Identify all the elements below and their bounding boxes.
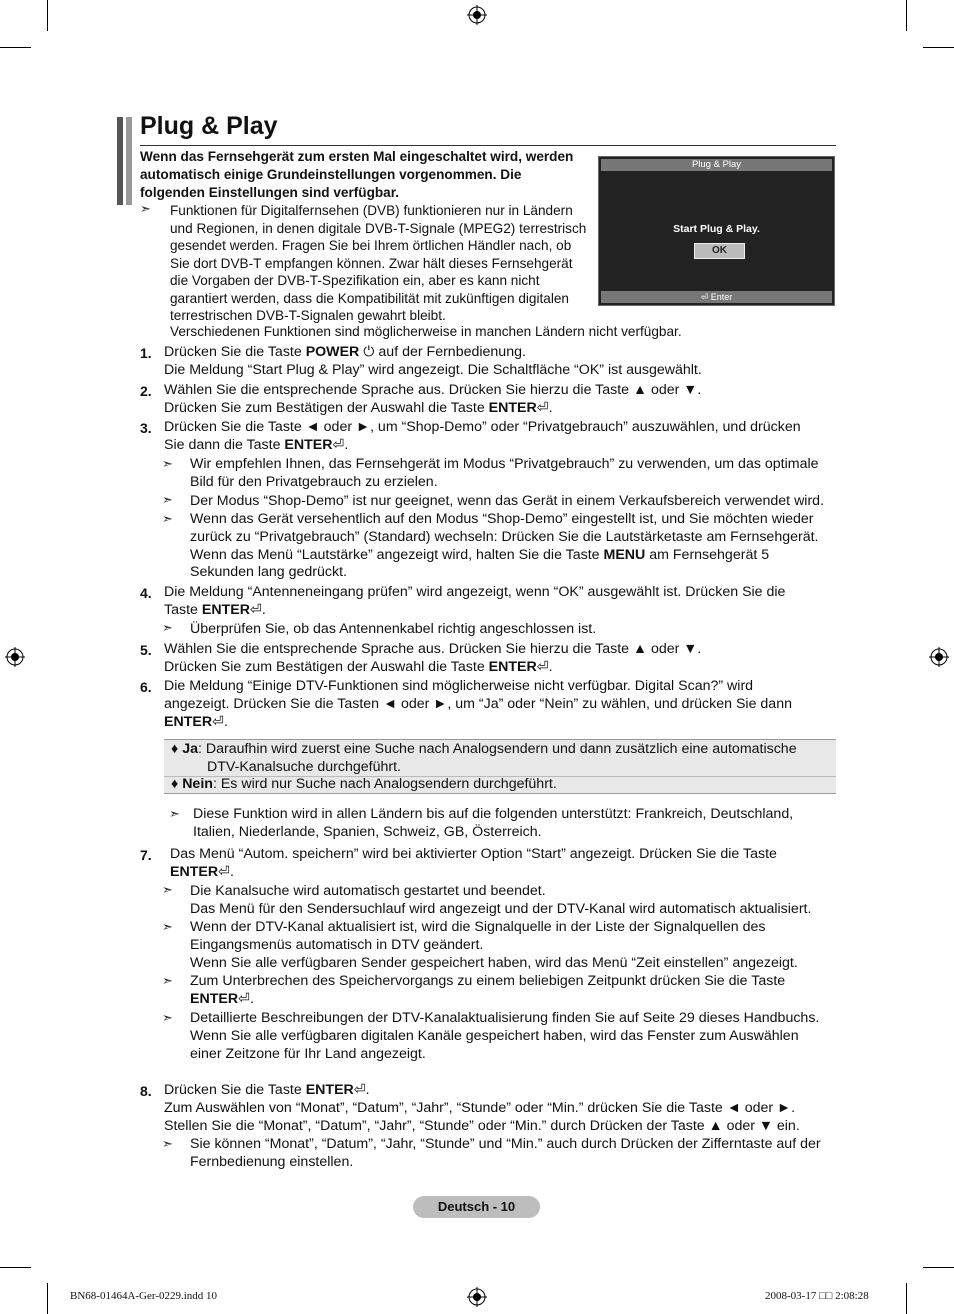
option-label: Nein [182,776,213,792]
step-number: 8. [140,1083,152,1099]
text: Taste [164,601,202,618]
tv-footer-label: Enter [710,292,733,302]
text: am Fernsehgerät 5 Sekunden lang gedrückt. [190,546,770,581]
text: DTV-Kanalsuche durchgeführt. [207,758,402,775]
crop-mark [47,1283,48,1314]
option-ja [171,741,831,777]
key-label: ENTER [190,990,239,1007]
step-7-note-3 [190,973,830,1009]
step-number: 3. [140,420,152,436]
enter-icon: ⏎ [536,658,549,675]
crop-mark [923,47,954,48]
step-7 [170,846,840,882]
step-8-note: Sie können “Monat”, “Datum”, “Jahr, “Stunde” und “Min.” auch durch Drücken der Zifferntaste auf der Fernbedienung einstellen. [190,1136,821,1170]
title-accent-bar [117,117,123,205]
key-label: ENTER [164,713,213,730]
step-number: 6. [140,679,152,695]
step-5 [164,641,844,677]
step-number: 5. [140,642,152,658]
text: Das Menü für den Sendersuchlauf wird angezeigt und der DTV-Kanal wird automatisch aktualisiert. [190,900,812,917]
title-accent-bar [126,117,132,205]
text: Drücken Sie die Taste ◄ oder ►, um “Shop-Demo” oder “Privatgebrauch” auszuwählen, und drücken [164,419,801,435]
text: Wählen Sie die entsprechende Sprache aus. Drücken Sie hierzu die Taste ▲ oder ▼. [164,382,702,398]
text: Die Meldung “Antenneneingang prüfen” wird angezeigt, wenn “OK” ausgewählt ist. Drücken Sie die [164,584,786,600]
file-slug: BN68-01464A-Ger-0229.indd 10 [70,1290,218,1302]
step-8 [164,1082,844,1135]
note-arrow-icon: ➣ [162,882,173,897]
bullet-icon: ♦ [171,776,183,792]
enter-icon: ⏎ [353,1082,366,1098]
step-7-note-1 [190,883,850,919]
enter-icon: ⏎ [238,990,250,1007]
text: Die Kanalsuche wird automatisch gestartet und beendet. [190,883,546,899]
text: Drücken Sie zum Bestätigen der Auswahl die Taste [164,658,489,675]
crop-mark [0,47,31,48]
text: Drücken Sie die Taste [164,1082,306,1098]
note-arrow-icon: ➣ [162,620,173,635]
enter-icon: ⏎ [212,713,224,730]
enter-icon: ⏎ [218,863,230,880]
text: Sie dann die Taste [164,436,285,453]
registration-mark-icon [467,1287,487,1307]
step-2 [164,382,844,418]
tv-screen-illustration [598,156,835,306]
text: : Daraufhin wird zuerst eine Suche nach Analogsendern und dann zusätzlich eine automatische [197,741,797,757]
step-3-note-1: Wir empfehlen Ihnen, das Fernsehgerät im Modus “Privatgebrauch” zu verwenden, um das optimale Bild für den Privatgebrauch zu erzielen. [190,456,819,490]
text: . [229,863,234,880]
dvb-note: Funktionen für Digitalfernsehen (DVB) funktionieren nur in Ländern und Regionen, in denen digitale DVB-T-Signale (MPEG2) terrestrisch gesendet werden. Fragen Sie bei Ihrem örtlichen Händler nach, ob Sie dort DVB-T empfangen können. Zwar hält dieses Fernsehgerät die Vorgaben der DVB-T-Spezifikation ein, aber es kann nicht garantiert werden, dass die Kompatibilität mit zukünftigen digitalen terrestrischen DVB-T-Signalen gewahrt bleibt. [170,203,587,323]
note-arrow-icon: ➣ [162,973,173,988]
note-arrow-icon: ➣ [162,456,173,471]
note-arrow-icon: ➣ [162,492,173,507]
registration-mark-icon [5,647,25,667]
text: Detaillierte Beschreibungen der DTV-Kanalaktualisierung finden Sie auf Seite 29 dieses Handbuchs. [190,1010,820,1026]
registration-mark-icon [467,5,487,25]
text: Drücken Sie die Taste [164,344,306,360]
step-3-note-2: Der Modus “Shop-Demo” ist nur geeignet, wenn das Gerät in einem Verkaufsbereich verwendet wird. [190,493,825,509]
date-slug: 2008-03-17 □□ 2:08:28 [765,1290,869,1302]
step-number: 1. [140,345,152,361]
key-label: ENTER [488,399,537,416]
step-number: 4. [140,585,152,601]
text: Drücken Sie zum Bestätigen der Auswahl die Taste [164,399,489,416]
text: : Es wird nur Suche nach Analogsendern durchgeführt. [212,776,557,792]
tv-ok-button: OK [694,243,745,259]
text: auf der Fernbedienung. [374,344,526,360]
tv-footer [601,291,832,303]
tv-header: Plug & Play [601,159,832,171]
page-title: Plug & Play [140,112,278,140]
text: . [548,399,553,416]
enter-icon: ⏎ [700,292,711,302]
note-arrow-icon: ➣ [162,1136,173,1151]
key-label: ENTER [488,658,537,675]
text: Wählen Sie die entsprechende Sprache aus. Drücken Sie hierzu die Taste ▲ oder ▼. [164,641,702,657]
text: Wenn das Gerät versehentlich auf den Modus “Shop-Demo” eingestellt ist, und Sie möchten wieder zurück zu “Privatgebrauch” (Standard) wechseln: Drücken Sie die Lautstärketaste am Fernsehgerät. Wenn das Menü “Lautstärke” angezeigt wird, halten Sie die Taste [190,511,819,563]
key-label: ENTER [284,436,333,453]
text: . [548,658,553,675]
crop-mark [906,1283,907,1314]
text: Die Meldung “Start Plug & Play” wird angezeigt. Die Schaltfläche “OK” ist ausgewählt. [164,361,702,378]
note-arrow-icon: ➣ [162,919,173,934]
text: Zum Unterbrechen des Speichervorgangs zu einem beliebigen Zeitpunkt drücken Sie die Taste [190,973,786,989]
step-1 [164,344,844,380]
key-label: POWER [305,344,360,360]
step-3-note-3 [190,511,830,582]
text: Zum Auswählen von “Monat”, “Datum”, “Jahr”, “Stunde” oder “Min.” drücken Sie die Taste ◄ oder ►. [164,1099,796,1116]
title-rule [140,145,836,146]
text: Die Meldung “Einige DTV-Funktionen sind möglicherweise nicht verfügbar. Digital Scan?” wird [164,678,754,694]
text: . [223,713,228,730]
text: Wenn Sie alle verfügbaren digitalen Kanäle gespeichert haben, wird das Fenster zum Auswählen einer Zeitzone für Ihr Land angezeigt. [190,1027,799,1062]
enter-icon: ⏎ [332,436,345,453]
crop-mark [0,1267,31,1268]
text: Wenn Sie alle verfügbaren Sender gespeichert haben, wird das Menü “Zeit einstellen” angezeigt. [190,954,798,971]
step-number: 7. [140,847,152,863]
note-arrow-icon: ➣ [169,806,180,821]
power-icon: ⏻ [359,344,375,360]
key-label: ENTER [170,863,219,880]
text: Das Menü “Autom. speichern” wird bei aktivierter Option “Start” angezeigt. Drücken Sie die Taste [170,846,777,862]
text: . [261,601,266,618]
option-label: Ja [182,741,198,757]
text: . [249,990,254,1007]
registration-mark-icon [929,647,949,667]
dvb-note-last: Verschiedenen Funktionen sind möglicherweise in manchen Ländern nicht verfügbar. [170,324,682,339]
crop-mark [923,1267,954,1268]
key-label: MENU [603,546,646,563]
step-7-note-2 [190,919,830,972]
option-nein [171,776,831,794]
key-label: ENTER [201,601,250,618]
step-6-note: Diese Funktion wird in allen Ländern bis auf die folgenden unterstützt: Frankreich, Deutschland, Italien, Niederlande, Spanien, Schweiz, GB, Österreich. [193,806,794,840]
text: angezeigt. Drücken Sie die Tasten ◄ oder ►, um “Ja” oder “Nein” zu wählen, und drücken Sie dann [164,695,792,712]
step-4 [164,584,844,620]
page-number-badge: Deutsch - 10 [413,1196,540,1218]
text: Wenn der DTV-Kanal aktualisiert ist, wird die Signalquelle in der Liste der Signalquellen des Eingangsmenüs automatisch in DTV geändert. [190,919,766,953]
text: . [365,1082,370,1098]
step-7-note-4 [190,1010,830,1063]
text: . [344,436,349,453]
step-6 [164,678,844,731]
note-arrow-icon: ➣ [162,1010,173,1025]
intro-text: Wenn das Fernsehgerät zum ersten Mal eingeschaltet wird, werden automatisch einige Grundeinstellungen vorgenommen. Die folgenden Einstellungen sind verfügbar. [140,149,574,200]
crop-mark [906,0,907,31]
note-arrow-icon: ➣ [162,511,173,526]
step-3 [164,419,844,455]
text: Stellen Sie die “Monat”, “Datum”, “Jahr”, “Stunde” oder “Min.” durch Drücken der Taste ▲ oder ▼ ein. [164,1117,800,1134]
tv-message: Start Plug & Play. [673,223,760,235]
enter-icon: ⏎ [536,399,549,416]
bullet-icon: ♦ [171,741,183,757]
step-4-note: Überprüfen Sie, ob das Antennenkabel richtig angeschlossen ist. [190,621,597,637]
key-label: ENTER [305,1082,354,1098]
note-arrow-icon: ➣ [140,201,151,216]
enter-icon: ⏎ [249,601,262,618]
step-number: 2. [140,383,152,399]
crop-mark [47,0,48,31]
